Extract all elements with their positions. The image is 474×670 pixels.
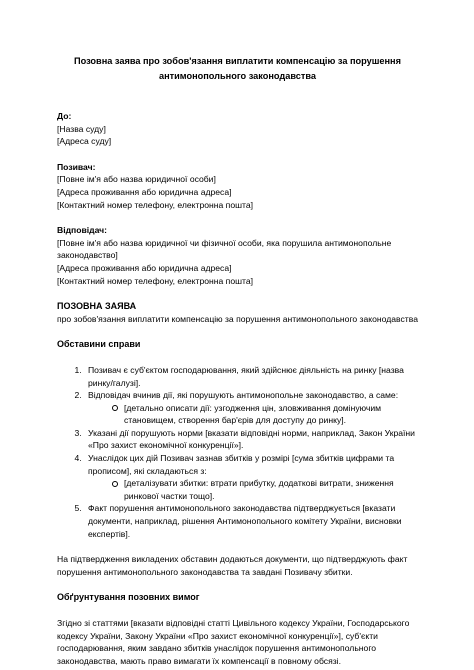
document-title: Позовна заява про зобов'язання виплатити компенсацію за порушення антимонопольного законодавства — [74, 56, 401, 81]
sub-list-item: [детально описати дії: узгодження цін, зловживання домінуючим становищем, створення бар'єрів для доступу до ринку]. — [112, 402, 418, 427]
sub-list-item: [деталізувати збитки: втрати прибутку, додаткові витрати, зниження ринкової частки тощо]. — [112, 477, 418, 502]
circumstances-closing: На підтвердження викладених обставин додаються документи, що підтверджують факт порушення антимонопольного законодавства та завдані Позивачу збитки. — [57, 554, 408, 577]
list-item-text: Відповідач вчинив дії, які порушують антимонопольне законодавство, а саме: — [88, 390, 399, 401]
list-item-text: Указані дії порушують норми [вказати відповідні норми, наприклад, Закон України «Про захист економічної конкуренції»]. — [88, 427, 415, 451]
list-item — [84, 427, 418, 452]
sub-list — [88, 477, 418, 502]
grounds-heading: Обґрунтування позовних вимог — [57, 592, 200, 603]
grounds-text: Згідно зі статтями [вказати відповідні статті Цивільного кодексу України, Господарського кодексу України, Закону України «Про захист економічної конкуренції»], суб'єкти господарювання, яким завдано збитків унаслідок порушення антимонопольного законодавства, мають право вимагати їх компенсації в повному обсязі. — [57, 618, 410, 666]
circumstances-heading: Обставини справи — [57, 339, 141, 350]
circumstances-section — [57, 338, 418, 578]
defendant-block — [57, 224, 418, 287]
sub-list — [88, 402, 418, 427]
court-name: [Назва суду] — [57, 123, 106, 134]
grounds-section — [57, 591, 418, 667]
defendant-name: [Повне ім'я або назва юридичної чи фізичної особи, яка порушила антимонопольне законодавство] — [57, 237, 392, 261]
defendant-label: Відповідач: — [57, 225, 108, 236]
court-address: [Адреса суду] — [57, 136, 112, 147]
plaintiff-contact: [Контактний номер телефону, електронна пошта] — [57, 199, 254, 210]
to-block — [57, 110, 418, 148]
list-item-text: Факт порушення антимонопольного законодавства підтверджується [вказати документи, наприклад, рішення Антимонопольного комітету України, висновки експертів]. — [88, 503, 402, 539]
defendant-address: [Адреса проживання або юридична адреса] — [57, 262, 232, 273]
claim-subheading: про зобов'язання виплатити компенсацію за порушення антимонопольного законодавства — [57, 313, 418, 324]
claim-heading: ПОЗОВНА ЗАЯВА — [57, 301, 137, 312]
list-item — [84, 364, 418, 389]
defendant-contact: [Контактний номер телефону, електронна пошта] — [57, 275, 254, 286]
list-item-text: Позивач є суб'єктом господарювання, який здійснює діяльність на ринку [назва ринку/галузі]. — [88, 364, 404, 388]
plaintiff-address: [Адреса проживання або юридична адреса] — [57, 186, 232, 197]
list-item — [84, 452, 418, 502]
list-item — [84, 389, 418, 427]
circumstances-list — [57, 364, 418, 540]
to-label: До: — [57, 111, 72, 121]
list-item-text: Унаслідок цих дій Позивач зазнав збитків у розмірі [сума збитків цифрами та прописом], які складаються з: — [88, 453, 395, 476]
plaintiff-block — [57, 161, 418, 211]
plaintiff-name: [Повне ім'я або назва юридичної особи] — [57, 174, 216, 185]
list-item — [84, 502, 418, 540]
plaintiff-label: Позивач: — [57, 161, 96, 172]
claim-block — [57, 300, 418, 325]
